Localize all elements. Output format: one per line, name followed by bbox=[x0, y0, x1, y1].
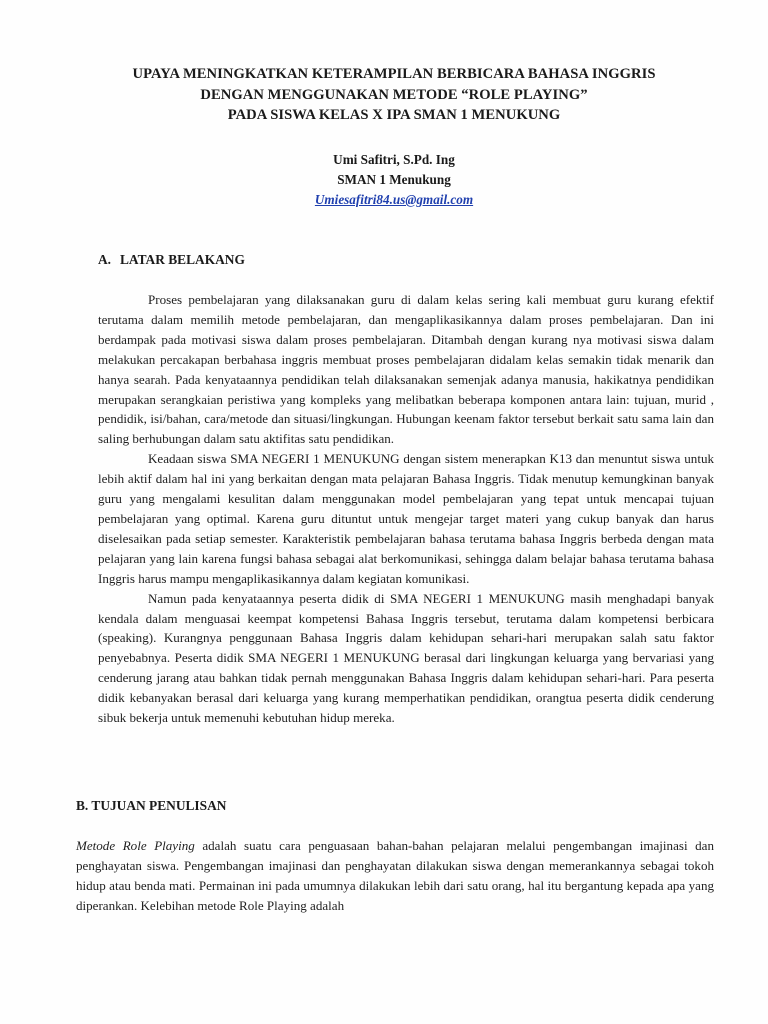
title-line-2: DENGAN MENGGUNAKAN METODE “ROLE PLAYING” bbox=[200, 86, 588, 103]
title-line-1: UPAYA MENINGKATKAN KETERAMPILAN BERBICARA BAHASA INGGRIS bbox=[132, 66, 656, 82]
section-a-body bbox=[98, 290, 714, 728]
author-affiliation: SMAN 1 Menukung bbox=[337, 172, 451, 187]
paragraph: Namun pada kenyataannya peserta didik di SMA NEGERI 1 MENUKUNG masih menghadapi banyak kendala dalam menguasai keempat kompetensi Bahasa Inggris tersebut, terutama dalam kompetensi berbicara (speaking). Kurangnya penggunaan Bahasa Inggris dalam kehidupan sehari-hari merupakan salah satu faktor penyebabnya. Peserta didik SMA NEGERI 1 MENUKUNG berasal dari lingkungan keluarga yang bervariasi yang cenderung jarang atau bahkan tidak pernah menggunakan Bahasa Inggris dalam kehidupan sehari-hari. Para peserta didik kebanyakan berasal dari keluarga yang kurang memperhatikan pendidikan, orangtua peserta didik cenderung sibuk bekerja untuk memenuhi kebutuhan hidup mereka. bbox=[98, 590, 714, 726]
paragraph: Proses pembelajaran yang dilaksanakan guru di dalam kelas sering kali membuat guru kurang efektif terutama dalam memilih metode pembelajaran, dan mengaplikasikannya dalam proses pembelajaran. Dan ini berdampak pada motivasi siswa dalam proses pembelajaran. Ditambah dengan kurang nya motivasi siswa dalam melakukan percakapan berbahasa inggris membuat proses pembelajaran didalam kelas semakin tidak menarik dan hanya searah. Pada kenyataannya pendidikan telah dilaksanakan semenjak adanya manusia, hakikatnya pendidikan merupakan serangkaian peristiwa yang kompleks yang melibatkan beberapa komponen antara lain: tujuan, murid , pendidik, isi/bahan, cara/metode dan situasi/lingkungan. Hubungan keenam faktor tersebut berkait satu sama lain dan saling berhubungan dalam satu aktifitas satu pendidikan. bbox=[98, 292, 714, 447]
section-heading-latar-belakang bbox=[98, 251, 245, 269]
section-heading-tujuan-penulisan: B. TUJUAN PENULISAN bbox=[76, 798, 227, 813]
section-b-body bbox=[76, 836, 714, 916]
paragraph bbox=[76, 836, 714, 916]
section-title: LATAR BELAKANG bbox=[120, 252, 245, 267]
italic-term: Metode Role Playing bbox=[76, 838, 195, 853]
author-info bbox=[60, 150, 728, 210]
title-line-3: PADA SISWA KELAS X IPA SMAN 1 MENUKUNG bbox=[227, 107, 561, 123]
paper-title bbox=[60, 64, 728, 126]
paragraph-text: adalah suatu cara penguasaan bahan-bahan pelajaran melalui pengembangan imajinasi dan penghayatan siswa. Pengembangan imajinasi dan penghayatan dilakukan siswa dengan memerankannya sebagai tokoh hidup atau benda mati. Permainan ini pada umumnya dilakukan lebih dari satu orang, hal itu bergantung kepada apa yang diperankan. Kelebihan metode Role Playing adalah bbox=[76, 838, 714, 913]
paragraph: Keadaan siswa SMA NEGERI 1 MENUKUNG dengan sistem menerapkan K13 dan menuntut siswa untuk lebih aktif dalam hal ini yang berkaitan dengan mata pelajaran Bahasa Inggris. Tidak menutup kemungkinan banyak guru yang mengalami kesulitan dalam menggunakan model pembelajaran yang tepat untuk mencapai tujuan pembelajaran yang optimal. Karena guru dituntut untuk mengejar target materi yang cukup banyak dan harus diselesaikan pada setiap semester. Karakteristik pembelajaran bahasa terutama bahasa Inggris berbeda dengan mata pelajaran yang lain karena fungsi bahasa sebagai alat berkomunikasi, sehingga dalam belajar bahasa terutama bahasa Inggris harus mampu mengaplikasikannya dalam kegiatan komunikasi. bbox=[98, 451, 714, 586]
author-email-link[interactable]: Umiesafitri84.us@gmail.com bbox=[314, 192, 474, 207]
section-letter: A. bbox=[98, 252, 112, 267]
author-name: Umi Safitri, S.Pd. Ing bbox=[333, 152, 455, 167]
